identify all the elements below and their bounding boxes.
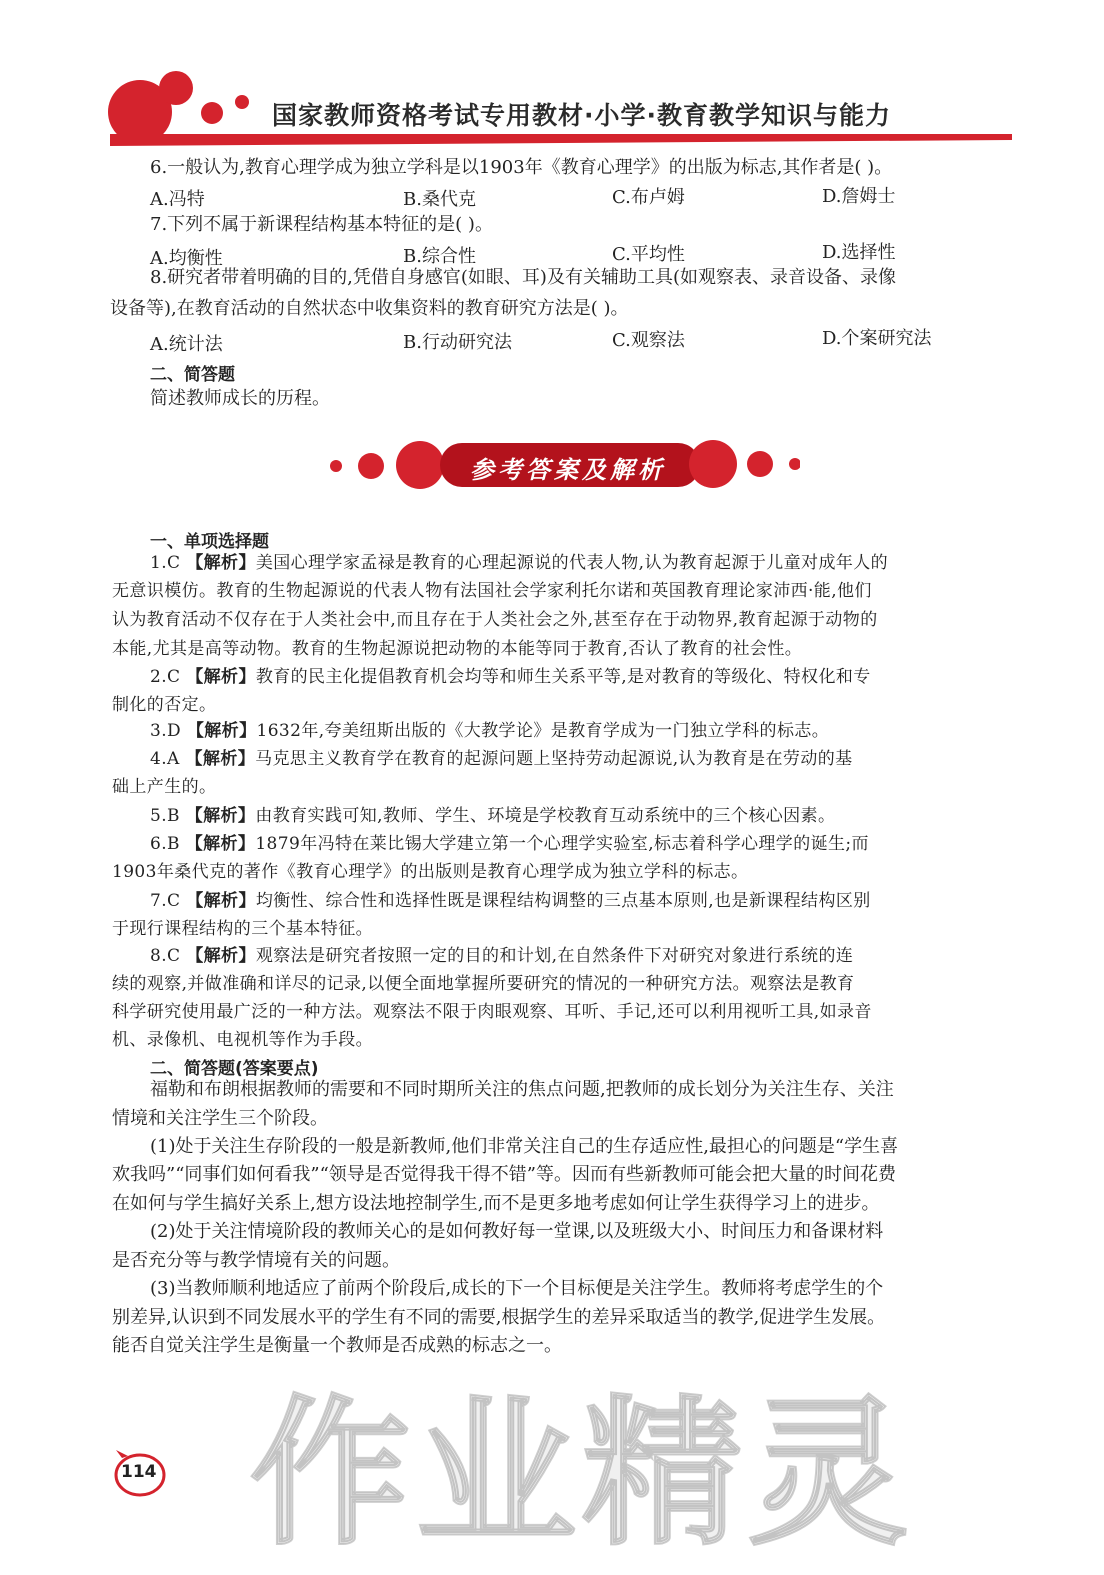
answer-line: 5.B 【解析】由教育实践可知,教师、学生、环境是学校教育互动系统中的三个核心因素。 — [150, 806, 836, 826]
header-underline — [110, 134, 1012, 146]
essay-line: 情境和关注学生三个阶段。 — [112, 1108, 328, 1129]
answer-banner-title: 参考答案及解析 — [470, 455, 666, 484]
answer-line: 4.A 【解析】马克思主义教育学在教育的起源问题上坚持劳动起源说,认为教育是在劳动的基 — [150, 749, 853, 769]
banner-dot-left-large — [396, 441, 444, 489]
short-answer-prompt: 简述教师成长的历程。 — [150, 388, 330, 409]
question-8-stem: 8.研究者带着明确的目的,凭借自身感官(如眼、耳)及有关辅助工具(如观察表、录音设备、录像 — [150, 267, 896, 288]
answer-line: 机、录像机、电视机等作为手段。 — [112, 1030, 373, 1050]
header-circle-mid — [201, 102, 223, 124]
banner-dot-right-small — [789, 458, 800, 470]
essay-line: (2)处于关注情境阶段的教师关心的是如何教好每一堂课,以及班级大小、时间压力和备课材料 — [150, 1221, 884, 1242]
header-circle-small — [235, 95, 249, 109]
answer-line: 制化的否定。 — [112, 695, 217, 715]
short-answer-heading: 二、简答题 — [150, 365, 235, 385]
answer-line: 2.C 【解析】教育的民主化提倡教育机会均等和师生关系平等,是对教育的等级化、特权化和专 — [150, 667, 871, 687]
answer-line: 科学研究使用最广泛的一种方法。观察法不限于肉眼观察、耳听、手记,还可以利用视听工具,如录音 — [112, 1002, 872, 1022]
question-7-option-c: C.平均性 — [612, 244, 685, 265]
question-8-option-a: A.统计法 — [150, 334, 223, 355]
banner-dot-left-small — [330, 460, 342, 472]
banner-dot-right-large — [689, 440, 737, 488]
essay-line: 别差异,认识到不同发展水平的学生有不同的需要,根据学生的差异采取适当的教学,促进学生发展。 — [112, 1307, 886, 1328]
banner-dot-right-mid — [747, 451, 773, 477]
essay-line: 是否充分等与教学情境有关的问题。 — [112, 1250, 400, 1271]
answer-line: 1903年桑代克的著作《教育心理学》的出版则是教育心理学成为独立学科的标志。 — [112, 862, 749, 882]
header-title: 国家教师资格考试专用教材·小学·教育教学知识与能力 — [272, 101, 891, 130]
banner-dot-left-mid — [358, 453, 384, 479]
question-8-option-c: C.观察法 — [612, 330, 685, 351]
question-7-option-a: A.均衡性 — [150, 248, 223, 269]
answer-line: 于现行课程结构的三个基本特征。 — [112, 919, 373, 939]
answers-section-2-heading: 二、简答题(答案要点) — [150, 1059, 319, 1079]
answer-line: 础上产生的。 — [112, 777, 217, 797]
question-6-option-d: D.詹姆士 — [822, 186, 896, 207]
essay-line: 福勒和布朗根据教师的需要和不同时期所关注的焦点问题,把教师的成长划分为关注生存、关注 — [150, 1079, 894, 1100]
header-circle-top — [159, 71, 193, 105]
answer-line: 无意识模仿。教育的生物起源说的代表人物有法国社会学家利托尔诺和英国教育理论家沛西·能,他们 — [112, 581, 872, 601]
essay-line: (1)处于关注生存阶段的一般是新教师,他们非常关注自己的生存适应性,最担心的问题是“学生喜 — [150, 1136, 899, 1157]
essay-line: 欢我吗”“同事们如何看我”“领导是否觉得我干得不错”等。因而有些新教师可能会把大量的时间花费 — [112, 1164, 897, 1185]
page-number: 114 — [121, 1462, 157, 1482]
question-6-stem: 6.一般认为,教育心理学成为独立学科是以1903年《教育心理学》的出版为标志,其作者是( )。 — [150, 157, 893, 178]
question-7-option-b: B.综合性 — [403, 246, 476, 267]
essay-line: 在如何与学生搞好关系上,想方设法地控制学生,而不是更多地考虑如何让学生获得学习上的进步。 — [112, 1193, 880, 1214]
answer-line: 8.C 【解析】观察法是研究者按照一定的目的和计划,在自然条件下对研究对象进行系统的连 — [150, 946, 854, 966]
answer-line: 本能,尤其是高等动物。教育的生物起源说把动物的本能等同于教育,否认了教育的社会性。 — [112, 639, 803, 659]
question-8-option-b: B.行动研究法 — [403, 332, 512, 353]
answer-line: 6.B 【解析】1879年冯特在莱比锡大学建立第一个心理学实验室,标志着科学心理学的诞生;而 — [150, 834, 869, 854]
answer-line: 续的观察,并做准确和详尽的记录,以便全面地掌握所要研究的情况的一种研究方法。观察法是教育 — [112, 974, 855, 994]
question-8-option-d: D.个案研究法 — [822, 328, 932, 349]
header-decoration — [0, 0, 1104, 160]
question-6-option-b: B.桑代克 — [403, 189, 476, 210]
question-6-option-a: A.冯特 — [150, 189, 205, 210]
essay-line: (3)当教师顺利地适应了前两个阶段后,成长的下一个目标便是关注学生。教师将考虑学生的个 — [150, 1278, 884, 1299]
answer-line: 认为教育活动不仅存在于人类社会中,而且存在于人类社会之外,甚至存在于动物界,教育起源于动物的 — [112, 610, 878, 630]
essay-line: 能否自觉关注学生是衡量一个教师是否成熟的标志之一。 — [112, 1335, 562, 1356]
question-6-option-c: C.布卢姆 — [612, 187, 685, 208]
watermark-text: 作业精灵 — [250, 1380, 915, 1567]
answer-line: 3.D 【解析】1632年,夸美纽斯出版的《大教学论》是教育学成为一门独立学科的标志。 — [150, 721, 830, 741]
question-7-stem: 7.下列不属于新课程结构基本特征的是( )。 — [150, 214, 493, 235]
question-8-stem-continued: 设备等),在教育活动的自然状态中收集资料的教育研究方法是( )。 — [110, 298, 629, 319]
answer-line: 1.C 【解析】美国心理学家孟禄是教育的心理起源说的代表人物,认为教育起源于儿童对成年人的 — [150, 553, 889, 573]
answers-section-1-heading: 一、单项选择题 — [150, 532, 269, 552]
answer-line: 7.C 【解析】均衡性、综合性和选择性既是课程结构调整的三点基本原则,也是新课程结构区别 — [150, 891, 871, 911]
question-7-option-d: D.选择性 — [822, 242, 896, 263]
